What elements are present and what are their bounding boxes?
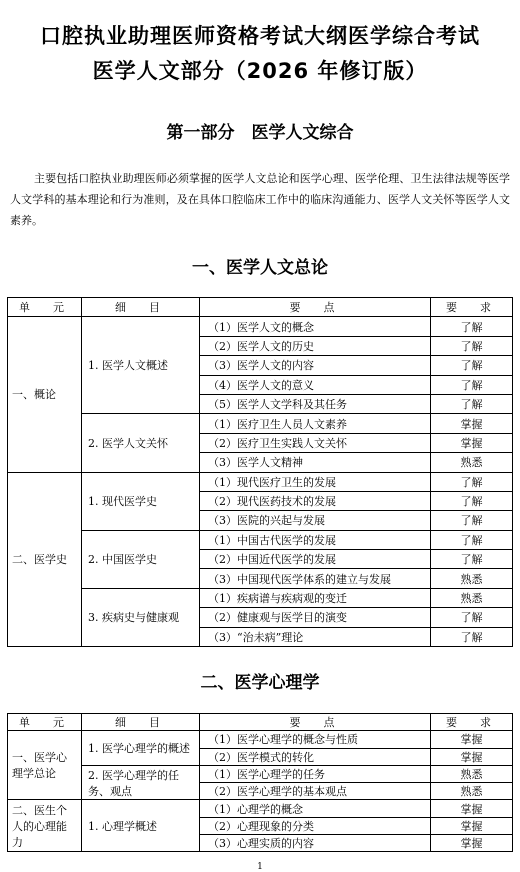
requirement-cell: 了解 xyxy=(431,356,513,375)
point-cell: （3）心理实质的内容 xyxy=(200,835,431,852)
point-cell: （2）医学模式的转化 xyxy=(200,748,431,765)
header-unit: 单 元 xyxy=(8,714,82,731)
point-cell: （1）医疗卫生人员人文素养 xyxy=(200,414,431,433)
requirement-cell: 了解 xyxy=(431,317,513,336)
requirement-cell: 熟悉 xyxy=(431,453,513,472)
point-cell: （2）现代医药技术的发展 xyxy=(200,491,431,510)
requirement-cell: 了解 xyxy=(431,550,513,569)
document-title-line2: 医学人文部分（2026 年修订版） xyxy=(92,59,428,83)
document-title-line1: 口腔执业助理医师资格考试大纲医学综合考试 xyxy=(40,24,480,48)
part-title: 第一部分 医学人文综合 xyxy=(166,123,354,143)
header-point: 要 点 xyxy=(200,714,431,731)
requirement-cell: 了解 xyxy=(431,336,513,355)
table-body xyxy=(8,317,513,647)
item-cell: 2. 医学心理学的任务、观点 xyxy=(82,765,200,800)
point-cell: （2）医学人文的历史 xyxy=(200,336,431,355)
table-row xyxy=(8,765,513,782)
table-row xyxy=(8,472,513,491)
unit-cell: 二、医生个人的心理能力 xyxy=(8,800,82,852)
header-requirement: 要 求 xyxy=(431,714,513,731)
point-cell: （1）中国古代医学的发展 xyxy=(200,530,431,549)
header-item: 细 目 xyxy=(82,714,200,731)
requirement-cell: 了解 xyxy=(431,375,513,394)
header-unit: 单 元 xyxy=(8,298,82,317)
item-cell: 2. 中国医学史 xyxy=(82,530,200,588)
requirement-cell: 熟悉 xyxy=(431,569,513,588)
point-cell: （2）中国近代医学的发展 xyxy=(200,550,431,569)
point-cell: （1）心理学的概念 xyxy=(200,800,431,817)
point-cell: （4）医学人文的意义 xyxy=(200,375,431,394)
section1-title: 一、医学人文总论 xyxy=(192,258,328,278)
requirement-cell: 熟悉 xyxy=(431,588,513,607)
requirement-cell: 掌握 xyxy=(431,835,513,852)
header-point: 要 点 xyxy=(200,298,431,317)
item-cell: 1. 现代医学史 xyxy=(82,472,200,530)
point-cell: （3）医学人文精神 xyxy=(200,453,431,472)
requirement-cell: 掌握 xyxy=(431,433,513,452)
unit-cell: 一、医学心理学总论 xyxy=(8,731,82,800)
point-cell: （2）健康观与医学目的演变 xyxy=(200,608,431,627)
intro-paragraph: 主要包括口腔执业助理医师必须掌握的医学人文总论和医学心理、医学伦理、卫生法律法规等医学人文学科的基本理论和行为准则，及在具体口腔临床工作中的临床沟通能力、医学人文关怀等医学人文素养。 xyxy=(10,172,510,227)
section2-title: 二、医学心理学 xyxy=(200,673,320,693)
item-cell: 2. 医学人文关怀 xyxy=(82,414,200,472)
point-cell: （3）医学人文的内容 xyxy=(200,356,431,375)
point-cell: （1）医学心理学的任务 xyxy=(200,765,431,782)
item-cell: 1. 医学心理学的概述 xyxy=(82,731,200,766)
table-header-row xyxy=(8,298,513,317)
item-cell: 1. 医学人文概述 xyxy=(82,317,200,414)
requirement-cell: 了解 xyxy=(431,491,513,510)
unit-cell: 一、概论 xyxy=(8,317,82,472)
table-body xyxy=(8,731,513,852)
requirement-cell: 了解 xyxy=(431,627,513,646)
point-cell: （3）中国现代医学体系的建立与发展 xyxy=(200,569,431,588)
requirement-cell: 熟悉 xyxy=(431,765,513,782)
table-row xyxy=(8,800,513,817)
point-cell: （3）“治未病”理论 xyxy=(200,627,431,646)
point-cell: （2）医疗卫生实践人文关怀 xyxy=(200,433,431,452)
requirement-cell: 了解 xyxy=(431,472,513,491)
item-cell: 1. 心理学概述 xyxy=(82,800,200,852)
requirement-cell: 了解 xyxy=(431,608,513,627)
requirement-cell: 了解 xyxy=(431,511,513,530)
point-cell: （1）现代医疗卫生的发展 xyxy=(200,472,431,491)
table-row xyxy=(8,588,513,607)
requirement-cell: 掌握 xyxy=(431,800,513,817)
point-cell: （3）医院的兴起与发展 xyxy=(200,511,431,530)
requirement-cell: 掌握 xyxy=(431,748,513,765)
item-cell: 3. 疾病史与健康观 xyxy=(82,588,200,646)
header-requirement: 要 求 xyxy=(431,298,513,317)
point-cell: （1）医学心理学的概念与性质 xyxy=(200,731,431,748)
table-row xyxy=(8,317,513,336)
requirement-cell: 熟悉 xyxy=(431,783,513,800)
requirement-cell: 了解 xyxy=(431,530,513,549)
outline-table-psychology xyxy=(7,713,513,852)
requirement-cell: 掌握 xyxy=(431,817,513,834)
unit-cell: 二、医学史 xyxy=(8,472,82,647)
outline-table-humanities xyxy=(7,297,513,647)
table-header-row xyxy=(8,714,513,731)
table-row xyxy=(8,530,513,549)
requirement-cell: 掌握 xyxy=(431,731,513,748)
table-row xyxy=(8,414,513,433)
point-cell: （1）疾病谱与疾病观的变迁 xyxy=(200,588,431,607)
point-cell: （1）医学人文的概念 xyxy=(200,317,431,336)
point-cell: （5）医学人文学科及其任务 xyxy=(200,394,431,413)
point-cell: （2）心理现象的分类 xyxy=(200,817,431,834)
page-number: 1 xyxy=(257,862,263,872)
requirement-cell: 掌握 xyxy=(431,414,513,433)
table-row xyxy=(8,731,513,748)
point-cell: （2）医学心理学的基本观点 xyxy=(200,783,431,800)
requirement-cell: 了解 xyxy=(431,394,513,413)
header-item: 细 目 xyxy=(82,298,200,317)
